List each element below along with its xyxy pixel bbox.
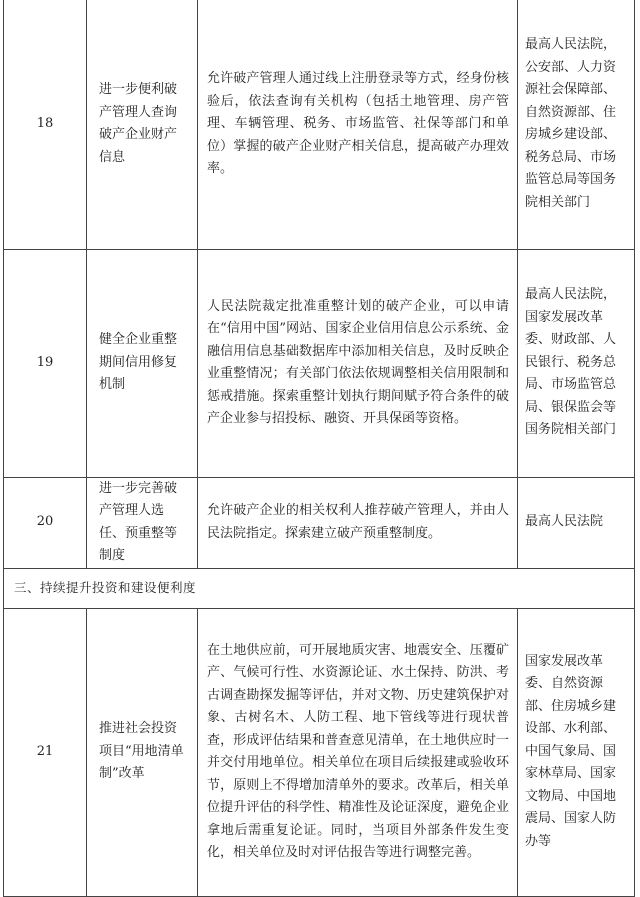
table-row	[4, 608, 635, 896]
reform-item: 健全企业重整期间信用修复机制	[87, 249, 198, 477]
table-row	[4, 0, 635, 249]
table-row	[4, 477, 635, 568]
table-row	[4, 249, 635, 477]
responsible-departments: 最高人民法院，公安部、人力资源社会保障部、自然资源部、住房城乡建设部、税务总局、市场监管总局等国务院相关部门	[518, 0, 635, 249]
reform-item: 推进社会投资项目“用地清单制”改革	[87, 608, 198, 896]
section-heading: 三、持续提升投资和建设便利度	[4, 568, 635, 608]
policy-table	[3, 0, 635, 897]
responsible-departments: 最高人民法院	[518, 477, 635, 568]
reform-measure: 人民法院裁定批准重整计划的破产企业，可以申请在“信用中国”网站、国家企业信用信息公示系统、金融信用信息基础数据库中添加相关信息，及时反映企业重整情况；有关部门依法依规调整相关信用限制和惩戒措施。探索重整计划执行期间赋予符合条件的破产企业参与招投标、融资、开具保函等资格。	[198, 249, 518, 477]
row-number: 20	[4, 477, 87, 568]
section-row	[4, 568, 635, 608]
responsible-departments: 国家发展改革委、自然资源部、住房城乡建设部、水利部、中国气象局、国家林草局、国家文物局、中国地震局、国家人防办等	[518, 608, 635, 896]
responsible-departments: 最高人民法院，国家发展改革委、财政部、人民银行、税务总局、市场监管总局、银保监会等国务院相关部门	[518, 249, 635, 477]
row-number: 19	[4, 249, 87, 477]
reform-item: 进一步便利破产管理人查询破产企业财产信息	[87, 0, 198, 249]
reform-measure: 在土地供应前，可开展地质灾害、地震安全、压覆矿产、气候可行性、水资源论证、水土保持、防洪、考古调查勘探发掘等评估，并对文物、历史建筑保护对象、古树名木、人防工程、地下管线等进行现状普查，形成评估结果和普查意见清单，在土地供应时一并交付用地单位。相关单位在项目后续报建或验收环节，原则上不得增加清单外的要求。改革后，相关单位提升评估的科学性、精准性及论证深度，避免企业拿地后需重复论证。同时，当项目外部条件发生变化，相关单位及时对评估报告等进行调整完善。	[198, 608, 518, 896]
row-number: 21	[4, 608, 87, 896]
row-number: 18	[4, 0, 87, 249]
reform-measure: 允许破产管理人通过线上注册登录等方式，经身份核验后，依法查询有关机构（包括土地管理、房产管理、车辆管理、税务、市场监管、社保等部门和单位）掌握的破产企业财产相关信息，提高破产办理效率。	[198, 0, 518, 249]
reform-item: 进一步完善破产管理人选任、预重整等制度	[87, 477, 198, 568]
reform-measure: 允许破产企业的相关权利人推荐破产管理人，并由人民法院指定。探索建立破产预重整制度。	[198, 477, 518, 568]
